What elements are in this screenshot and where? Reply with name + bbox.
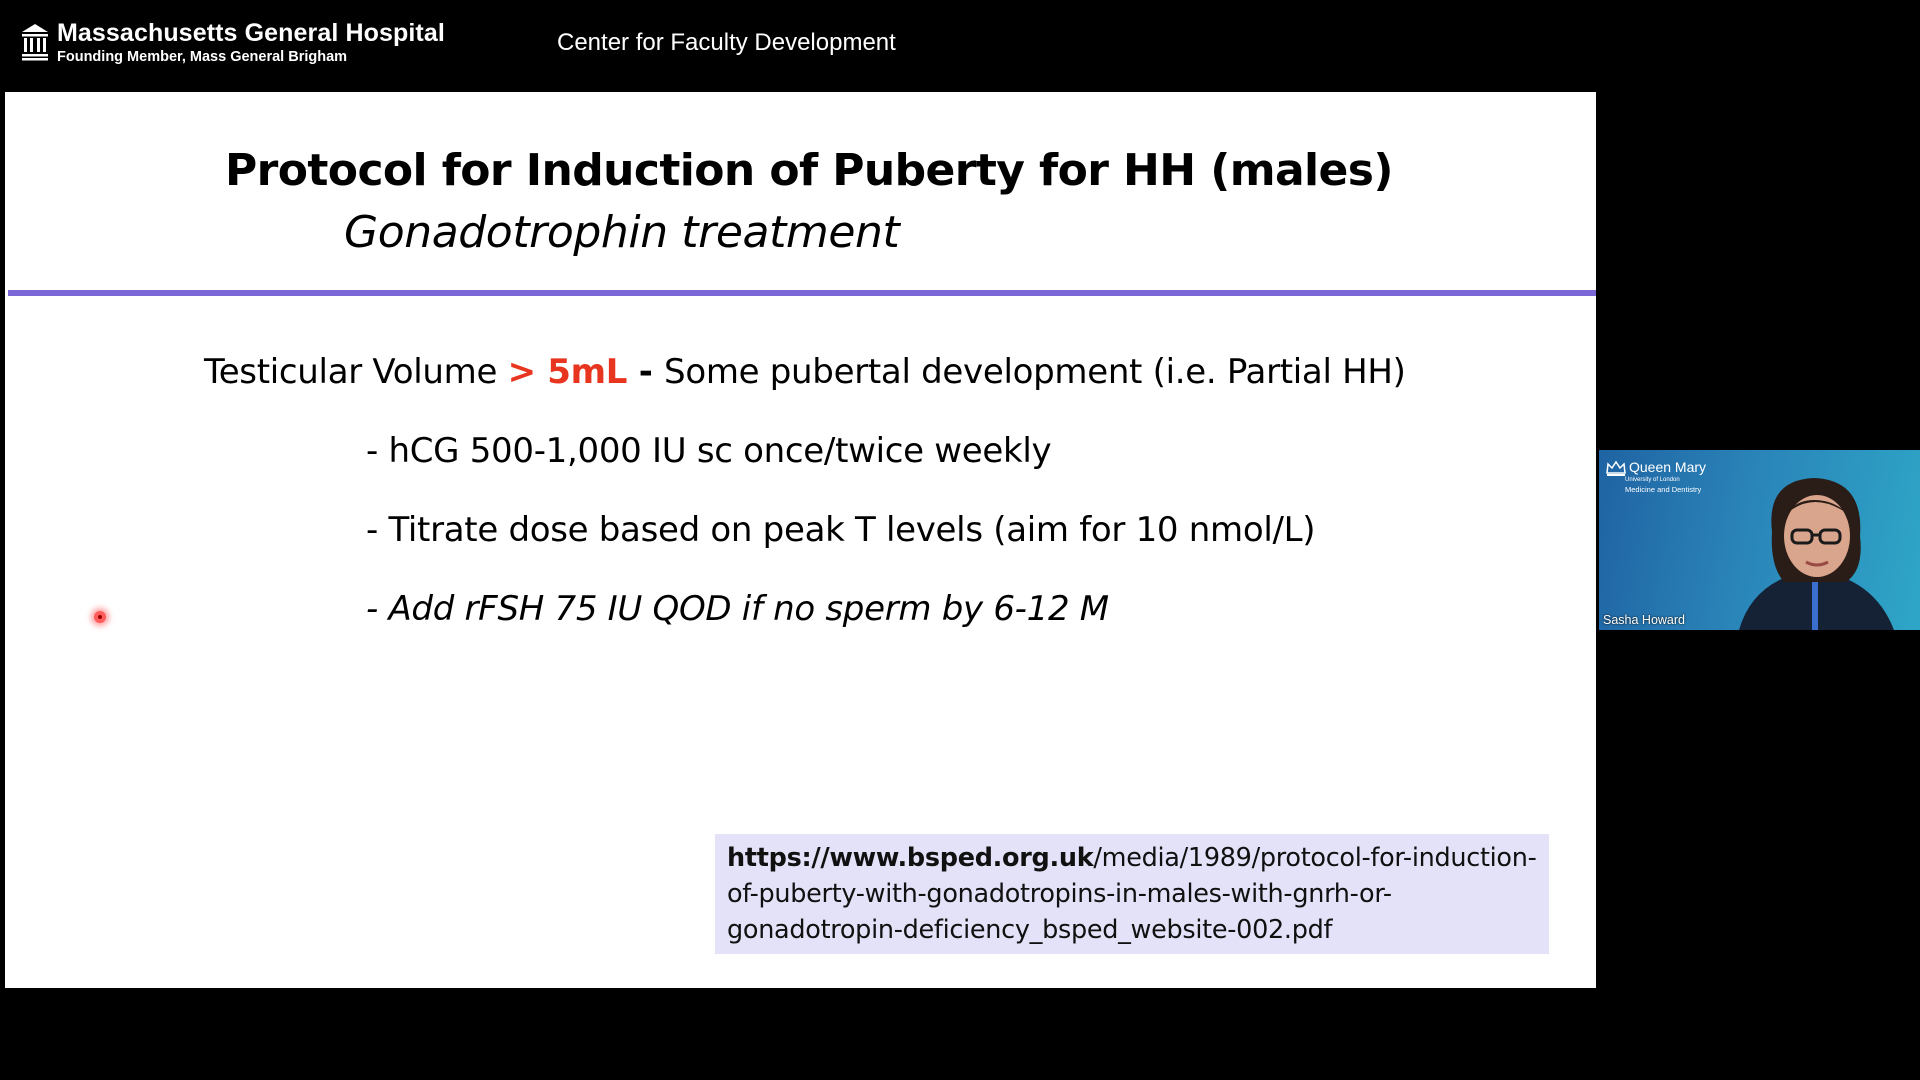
hospital-columns-icon [20,22,50,62]
center-name: Center for Faculty Development [557,29,896,56]
org-subtitle: Founding Member, Mass General Brigham [57,49,348,65]
bullet-titrate: - Titrate dose based on peak T levels (aim for 10 nmol/L) [366,510,1316,550]
crown-icon [1605,459,1627,479]
presentation-slide [5,92,1596,988]
title-divider [8,290,1596,296]
org-name: Massachusetts General Hospital [57,19,445,47]
lead-accent: > 5mL [507,352,628,392]
participant-video-tile[interactable] [1599,450,1920,630]
participant-name: Sasha Howard [1603,613,1685,627]
institution-sub2: Medicine and Dentistry [1625,485,1702,494]
participant-silhouette [1714,470,1914,630]
lead-suffix: Some pubertal development (i.e. Partial HH) [664,352,1406,392]
top-banner [0,0,1920,92]
lead-prefix: Testicular Volume [204,352,508,392]
bullet-rfsh: - Add rFSH 75 IU QOD if no sperm by 6-12 M [366,589,1109,629]
lead-line [204,352,1406,392]
bullet-hcg: - hCG 500-1,000 IU sc once/twice weekly [366,431,1052,471]
reference-box [715,834,1549,954]
institution-name: Queen Mary [1629,459,1707,475]
lead-dash: - [627,352,665,392]
institution-sub1: University of London [1625,477,1680,483]
reference-link[interactable] [727,840,1539,948]
slide-subtitle: Gonadotrophin treatment [344,207,900,258]
laser-pointer [94,611,106,623]
slide-title: Protocol for Induction of Puberty for HH (males) [225,145,1393,196]
reference-host: https://www.bsped.org.uk [727,843,1094,873]
reference-path: /media/1989/protocol-for-induction-of-puberty-with-gonadotropins-in-males-with-gnrh-or-gonadotropin-deficiency_bsped_website-002.pdf [727,843,1537,945]
